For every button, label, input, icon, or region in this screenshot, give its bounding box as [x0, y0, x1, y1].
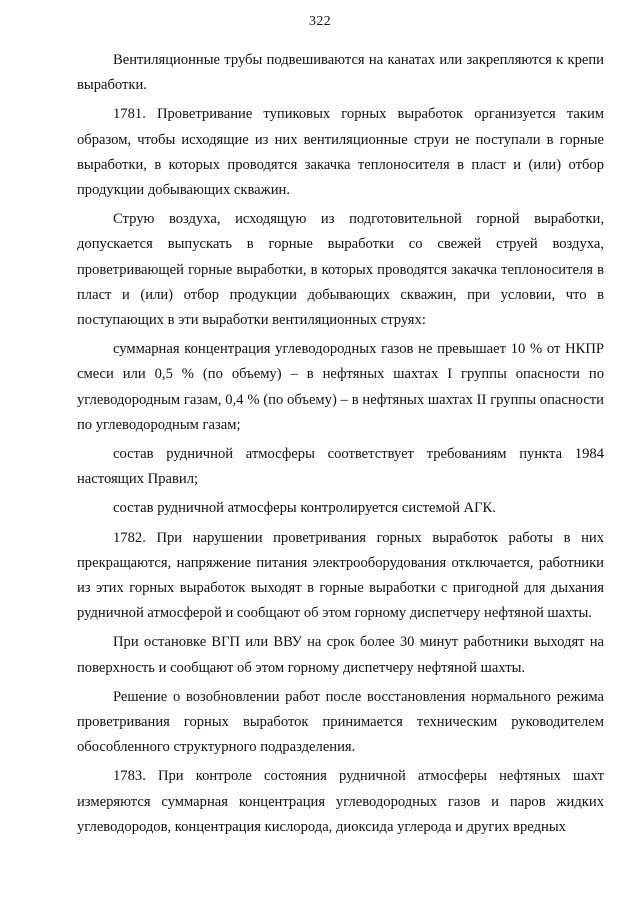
paragraph-1781: 1781. Проветривание тупиковых горных выработок организуется таким образом, чтобы исходящие из них вентиляционные струи не поступали в горные выработки, в которых проводятся закачка теплоносителя в пласт и (или) отбор продукции добывающих скважин.: [77, 106, 604, 199]
document-body: [77, 48, 604, 844]
paragraph-1782: 1782. При нарушении проветривания горных выработок работы в них прекращаются, напряжение питания электрооборудования отключается, работники из этих горных выработок выходят в горные выработки с пригодной для дыхания рудничной атмосферой и сообщают об этом горному диспетчеру нефтяной шахты.: [77, 529, 604, 622]
paragraph-fan-stop: При остановке ВГП или ВВУ на срок более 30 минут работники выходят на поверхность и сообщают об этом горному диспетчеру нефтяной шахты.: [77, 634, 604, 676]
paragraph-atmosphere-requirements: состав рудничной атмосферы соответствует требованиям пункта 1984 настоящих Правил;: [77, 446, 604, 488]
paragraph-1783: 1783. При контроле состояния рудничной атмосферы нефтяных шахт измеряются суммарная концентрация углеводородных газов и паров жидких углеводородов, концентрация кислорода, диоксида углерода и других вредных: [77, 768, 604, 835]
paragraph-air-stream: Струю воздуха, исходящую из подготовительной горной выработки, допускается выпускать в горные выработки со свежей струей воздуха, проветривающей горные выработки, в которых проводятся закачка теплоносителя в пласт и (или) отбор продукции добывающих скважин, при условии, что в поступающих в эти выработки вентиляционных струях:: [77, 211, 604, 329]
paragraph-resume-decision: Решение о возобновлении работ после восстановления нормального режима проветривания горных выработок принимается техническим руководителем обособленного структурного подразделения.: [77, 688, 604, 756]
page-number: 322: [309, 14, 331, 29]
paragraph-hydrocarbon-concentration: суммарная концентрация углеводородных газов не превышает 10 % от НКПР смеси или 0,5 % (по объему) – в нефтяных шахтах I группы опасности по углеводородным газам, 0,4 % (по объему) – в нефтяных шахтах II группы опасности по углеводородным газам;: [77, 341, 604, 433]
paragraph-agk-control: состав рудничной атмосферы контролируется системой АГК.: [113, 500, 496, 517]
paragraph-ventilation-pipes: Вентиляционные трубы подвешиваются на канатах или закрепляются к крепи выработки.: [77, 52, 604, 94]
